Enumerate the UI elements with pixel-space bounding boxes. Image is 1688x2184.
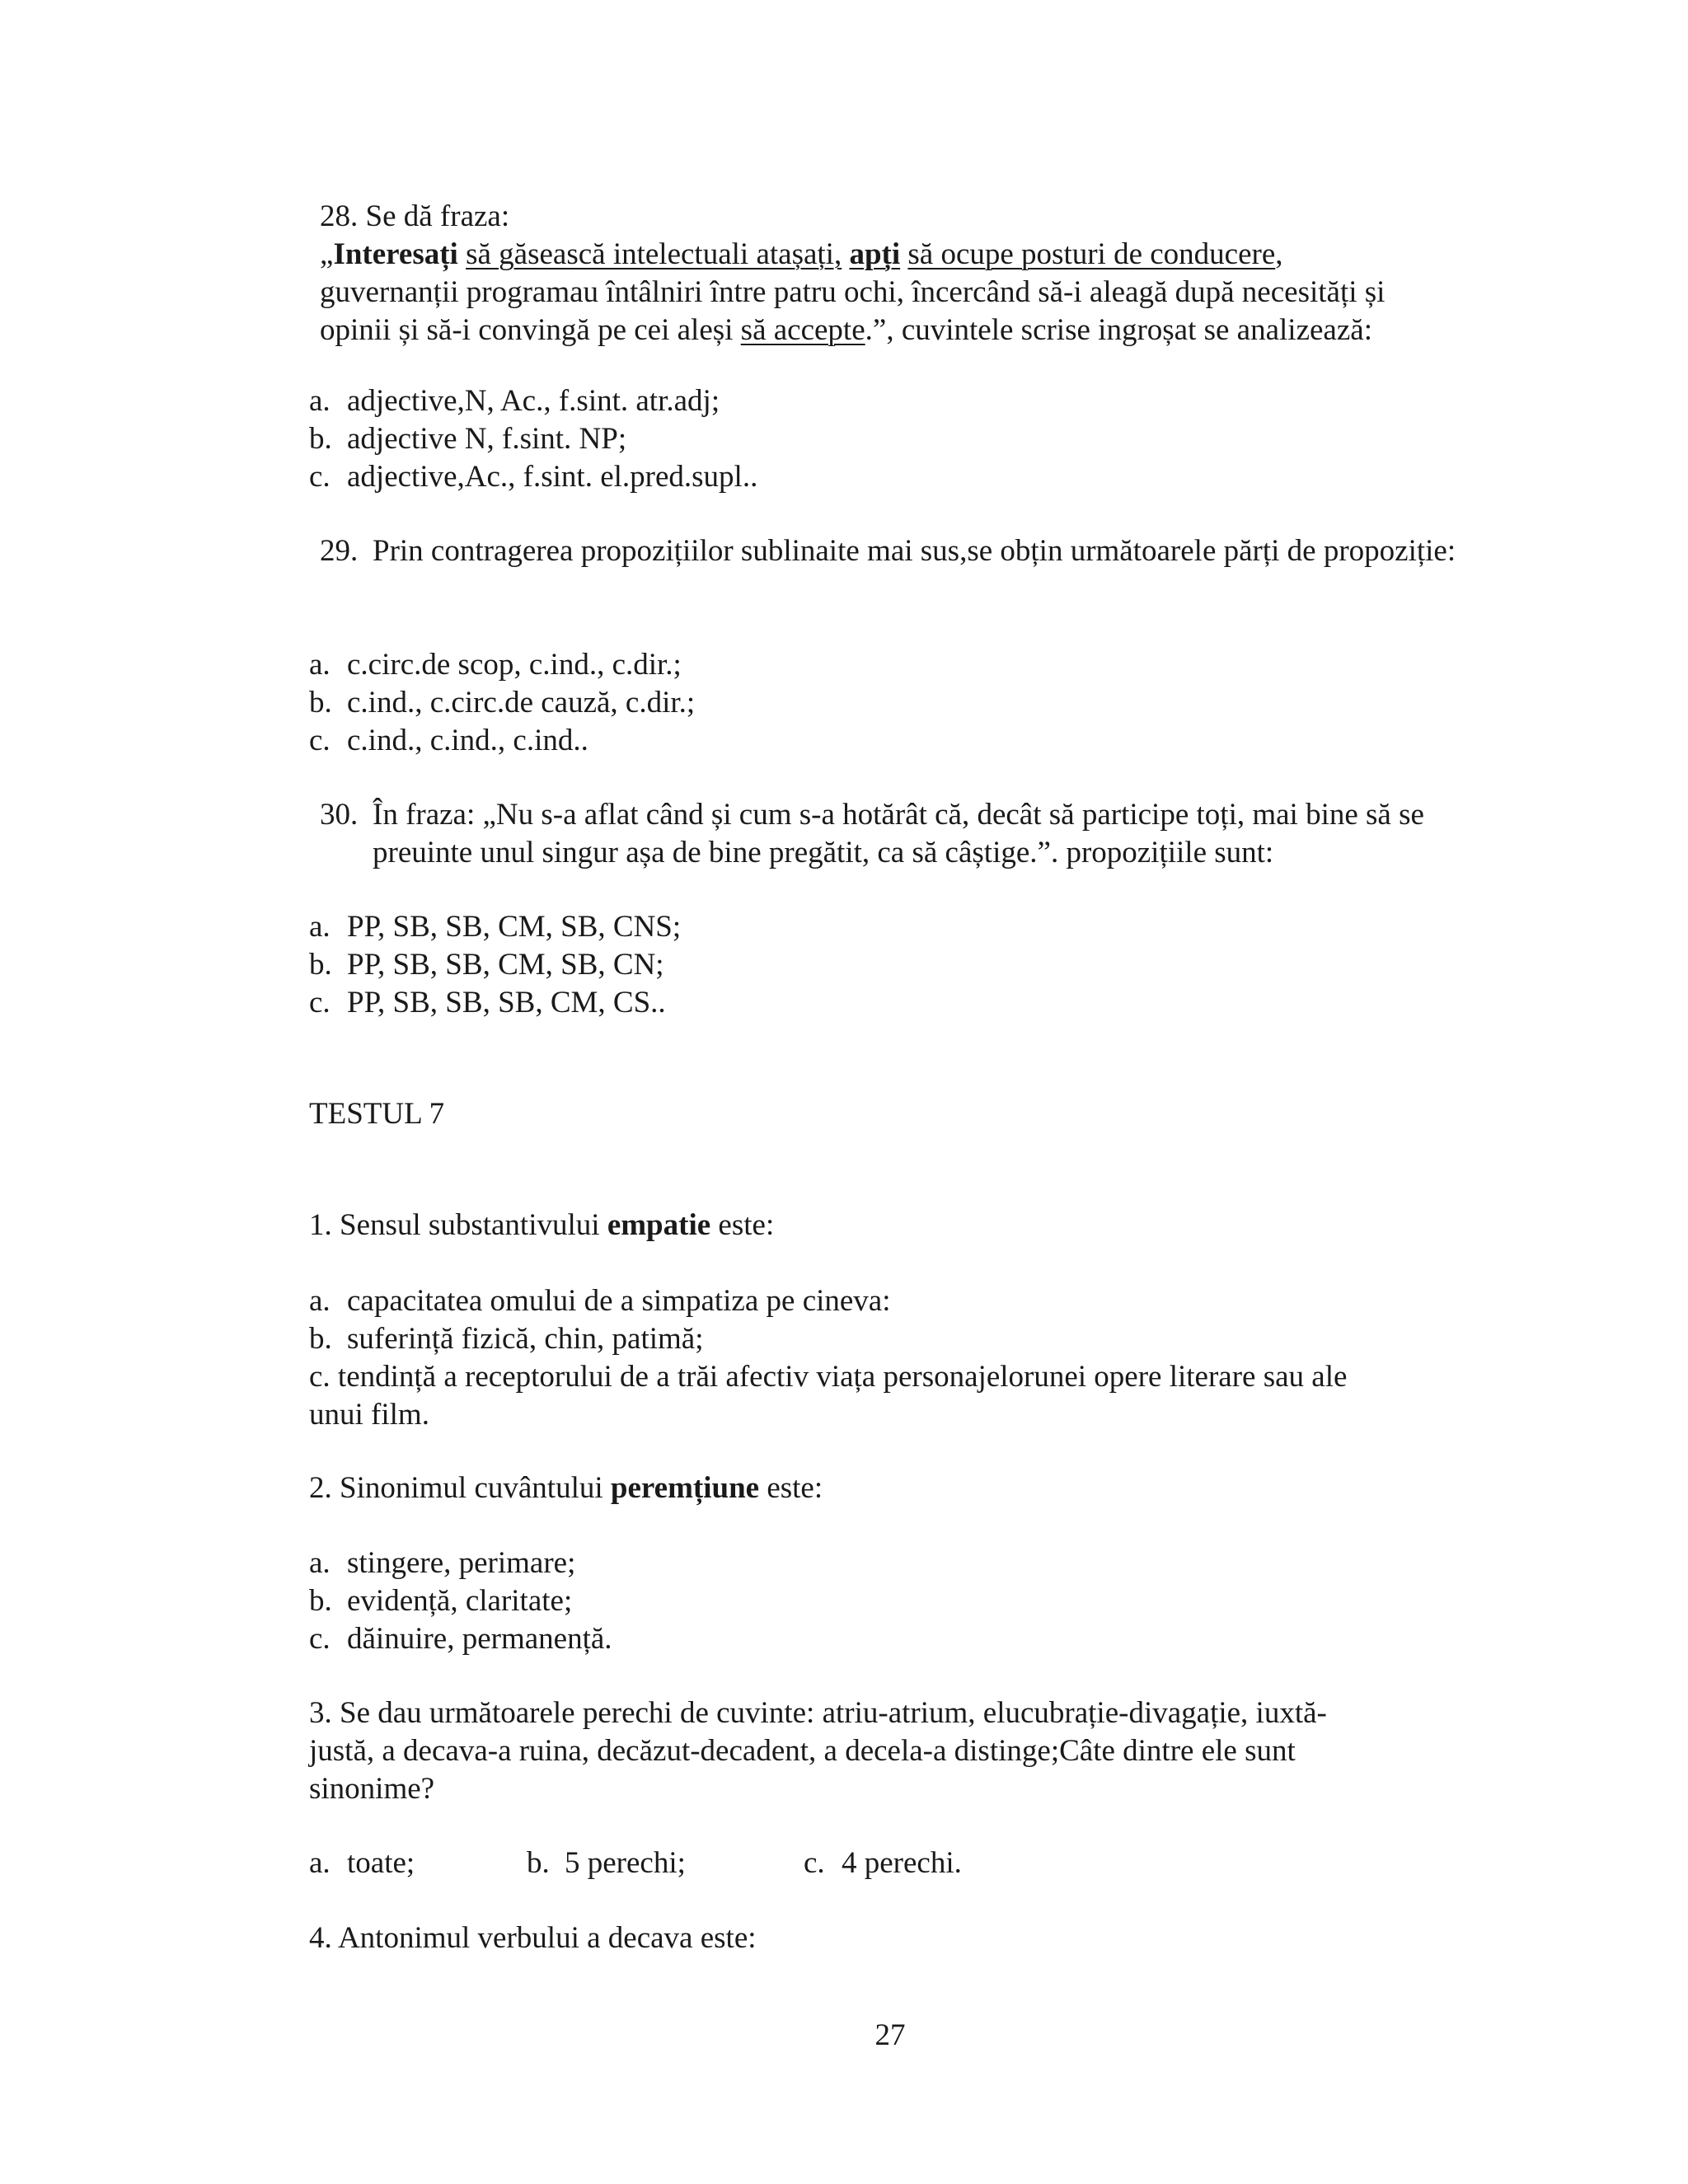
question-number: 30. bbox=[320, 798, 359, 832]
test7-question-3 bbox=[309, 1694, 1496, 1808]
option-a bbox=[309, 908, 1496, 946]
space bbox=[900, 237, 907, 271]
option-letter: c. bbox=[309, 724, 331, 757]
option-text: 4 perechi. bbox=[842, 1846, 962, 1880]
question-30-options bbox=[309, 908, 1496, 1022]
question-text-end: este: bbox=[710, 1208, 775, 1242]
bold-word-empatie: empatie bbox=[607, 1208, 711, 1242]
test7-question-2-options bbox=[309, 1544, 1496, 1658]
option-b bbox=[527, 1844, 804, 1882]
option-c bbox=[804, 1844, 962, 1882]
test7-question-4: 4. Antonimul verbului a decava este: bbox=[309, 1921, 757, 1955]
option-text: c.ind., c.circ.de cauză, c.dir.; bbox=[347, 686, 696, 719]
space bbox=[458, 237, 466, 271]
question-text: 1. Sensul substantivului bbox=[309, 1208, 607, 1242]
option-letter: b. bbox=[527, 1846, 550, 1880]
option-letter: c. bbox=[309, 986, 331, 1019]
comma: , bbox=[1275, 237, 1283, 271]
test7-question-2 bbox=[309, 1469, 1496, 1507]
question-28-line-3 bbox=[320, 312, 1507, 349]
option-letter: a. bbox=[309, 1284, 331, 1318]
option-a bbox=[309, 1282, 1496, 1320]
option-text: evidență, claritate; bbox=[347, 1584, 573, 1618]
option-b bbox=[309, 1582, 1496, 1620]
option-letter: b. bbox=[309, 1322, 332, 1356]
question-28-line-2: guvernanții programau întâlniri între patru ochi, încercând să-i aleagă după necesități și bbox=[320, 275, 1386, 309]
question-text-end: este: bbox=[759, 1471, 823, 1505]
option-letter: a. bbox=[309, 648, 331, 682]
line-3-text: opinii și să-i convingă pe cei aleși bbox=[320, 313, 741, 347]
option-letter: a. bbox=[309, 1546, 331, 1580]
option-b bbox=[309, 1320, 1496, 1358]
question-28-options bbox=[309, 382, 1496, 496]
question-text: 2. Sinonimul cuvântului bbox=[309, 1471, 611, 1505]
option-b bbox=[309, 420, 1496, 458]
option-b bbox=[309, 684, 1496, 722]
question-29-options bbox=[309, 646, 1496, 760]
bold-word-interesati: Interesați bbox=[333, 237, 458, 271]
option-letter: a. bbox=[309, 910, 331, 944]
option-a bbox=[309, 646, 1496, 684]
question-line-2: justă, a decava-a ruina, decăzut-decadent, a decela-a distinge;Câte dintre ele sunt bbox=[309, 1734, 1296, 1768]
option-text: dăinuire, permanență. bbox=[347, 1622, 612, 1656]
option-a bbox=[309, 382, 1496, 420]
question-number: 29. bbox=[320, 534, 359, 568]
option-text: stingere, perimare; bbox=[347, 1546, 576, 1580]
option-text: capacitatea omului de a simpatiza pe cineva: bbox=[347, 1284, 891, 1318]
open-quote: „ bbox=[320, 237, 334, 271]
option-text: PP, SB, SB, CM, SB, CN; bbox=[347, 948, 664, 982]
option-letter: c. bbox=[804, 1846, 825, 1880]
question-28 bbox=[320, 198, 1507, 349]
question-text: Prin contragerea propozițiilor sublinaite mai sus,se obțin următoarele părți de propoziție: bbox=[373, 534, 1456, 568]
option-c bbox=[309, 722, 1496, 760]
option-letter: a. bbox=[309, 384, 331, 418]
test7-question-1-options bbox=[309, 1282, 1496, 1434]
question-29-body bbox=[320, 532, 1474, 570]
option-c-line-1: c. tendință a receptorului de a trăi afectiv viața personajelorunei opere literare sau ale bbox=[309, 1360, 1348, 1394]
question-30-body bbox=[320, 796, 1490, 872]
option-text: suferință fizică, chin, patimă; bbox=[347, 1322, 704, 1356]
line-3-end: .”, cuvintele scrise ingroșat se analizează: bbox=[865, 313, 1372, 347]
option-c-line-2: unui film. bbox=[309, 1398, 429, 1432]
test7-question-1 bbox=[309, 1207, 1496, 1244]
option-c bbox=[309, 1620, 1496, 1658]
option-letter: b. bbox=[309, 948, 332, 982]
option-letter: c. bbox=[309, 1622, 331, 1656]
option-text: adjective N, f.sint. NP; bbox=[347, 422, 627, 456]
option-c bbox=[309, 984, 1496, 1022]
option-letter: c. bbox=[309, 460, 331, 494]
question-29 bbox=[320, 532, 1474, 570]
option-text: c.ind., c.ind., c.ind.. bbox=[347, 724, 588, 757]
test7-question-3-options bbox=[309, 1844, 1496, 1882]
question-line-1: 3. Se dau următoarele perechi de cuvinte: atriu-atrium, elucubrație-divagație, iuxtă- bbox=[309, 1696, 1327, 1730]
question-28-line-1 bbox=[320, 236, 1507, 274]
option-a bbox=[309, 1544, 1496, 1582]
option-b bbox=[309, 946, 1496, 984]
option-letter: b. bbox=[309, 686, 332, 719]
option-text: c.circ.de scop, c.ind., c.dir.; bbox=[347, 648, 682, 682]
option-letter: a. bbox=[309, 1846, 331, 1880]
underlined-clause-3: să accepte bbox=[740, 313, 865, 347]
option-text: PP, SB, SB, SB, CM, CS.. bbox=[347, 986, 666, 1019]
question-30 bbox=[320, 796, 1490, 872]
option-text: adjective,N, Ac., f.sint. atr.adj; bbox=[347, 384, 720, 418]
bold-word-peremtiune: peremțiune bbox=[610, 1471, 760, 1505]
page-number: 27 bbox=[874, 2018, 906, 2052]
question-text: În fraza: „Nu s-a aflat când și cum s-a hotărât că, decât să participe toți, mai bine să se preuinte unul singur așa de bine pregătit, ca să câștige.”. propozițiile sunt: bbox=[373, 798, 1424, 869]
option-letter: b. bbox=[309, 1584, 332, 1618]
option-letter: b. bbox=[309, 422, 332, 456]
option-text: PP, SB, SB, CM, SB, CNS; bbox=[347, 910, 682, 944]
option-text: adjective,Ac., f.sint. el.pred.supl.. bbox=[347, 460, 758, 494]
underlined-clause-1: să găsească intelectuali atașați, bbox=[466, 237, 842, 271]
option-a bbox=[309, 1844, 527, 1882]
option-text: 5 perechi; bbox=[565, 1846, 686, 1880]
question-28-intro: 28. Se dă fraza: bbox=[320, 199, 510, 233]
underlined-clause-2: să ocupe posturi de conducere bbox=[907, 237, 1276, 271]
bold-word-apti: apți bbox=[849, 237, 901, 271]
section-title: TESTUL 7 bbox=[309, 1097, 445, 1131]
question-line-3: sinonime? bbox=[309, 1772, 435, 1806]
option-text: toate; bbox=[347, 1846, 415, 1880]
option-c bbox=[309, 458, 1496, 496]
